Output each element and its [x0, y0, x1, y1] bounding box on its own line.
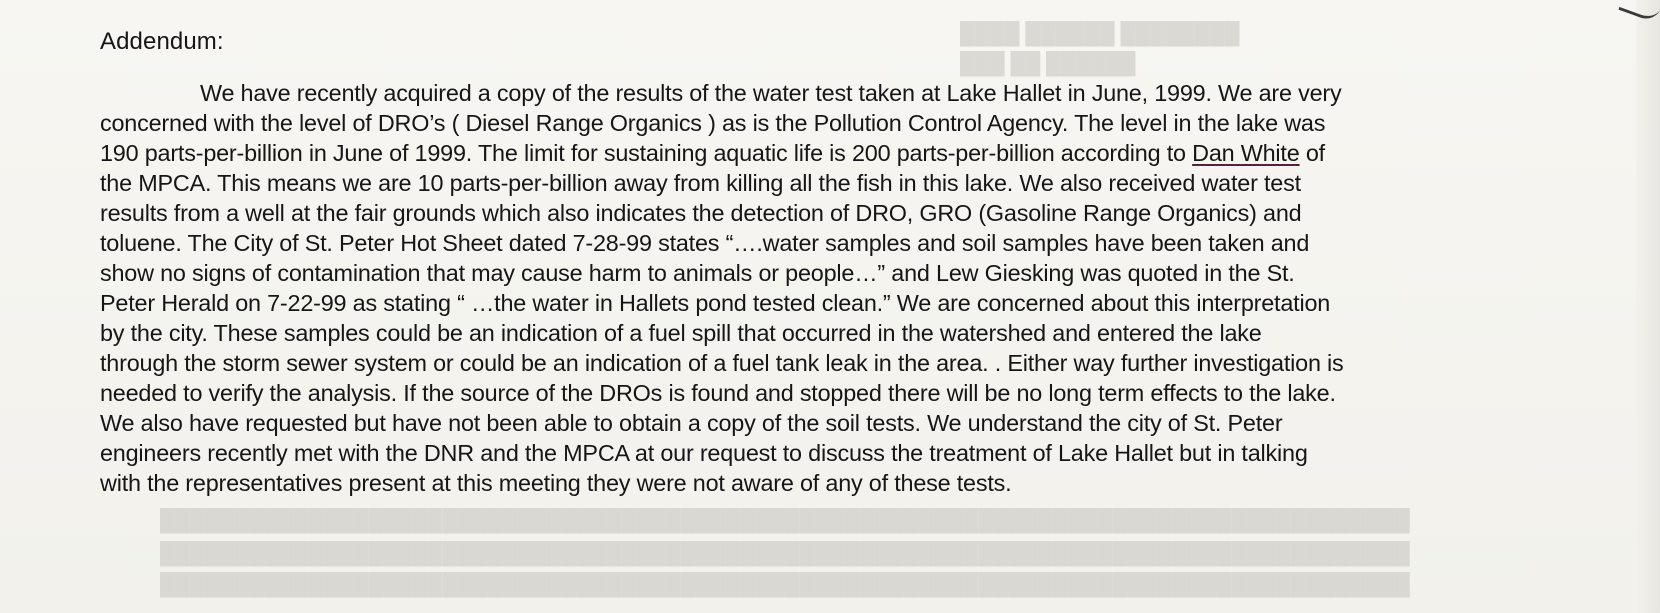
paragraph-line: with the representatives present at this meeting they were not aware of any of these tests.: [100, 470, 1012, 496]
paragraph-line: toluene. The City of St. Peter Hot Sheet dated 7-28-99 states “….water samples and soil samples have been taken and: [100, 230, 1310, 256]
paragraph-line: engineers recently met with the DNR and the MPCA at our request to discuss the treatment of Lake Hallet but in talking: [100, 440, 1308, 466]
paragraph-line: needed to verify the analysis. If the source of the DROs is found and stopped there will be no long term effects to the lake.: [100, 380, 1336, 406]
paragraph-line: by the city. These samples could be an indication of a fuel spill that occurred in the watershed and entered the lake: [100, 320, 1262, 346]
paragraph-line: 190 parts-per-billion in June of 1999. The limit for sustaining aquatic life is 200 parts-per-billion according to Dan White of: [100, 140, 1325, 166]
paragraph-line: the MPCA. This means we are 10 parts-per-billion away from killing all the fish in this lake. We also received water test: [100, 170, 1301, 196]
page-margin-shadow: [1636, 0, 1660, 613]
paragraph-line: concerned with the level of DRO’s ( Diesel Range Organics ) as is the Pollution Control Agency. The level in the lake was: [100, 110, 1326, 136]
bleed-through-text: ███ ██ ██████: [960, 52, 1136, 75]
paragraph-line: We have recently acquired a copy of the results of the water test taken at Lake Hallet in June, 1999. We are very: [200, 80, 1342, 106]
bleed-through-text: ████ ██████ ████████: [960, 22, 1240, 45]
bleed-through-text: ████████████████████████████████████████████████████████████████████████████████████: [160, 573, 1410, 596]
addendum-heading: Addendum:: [100, 28, 224, 55]
paragraph-line: through the storm sewer system or could be an indication of a fuel tank leak in the area. . Either way further investigation is: [100, 350, 1344, 376]
paragraph-line: results from a well at the fair grounds which also indicates the detection of DRO, GRO (Gasoline Range Organics) and: [100, 200, 1302, 226]
underlined-name: Dan White: [1192, 140, 1300, 166]
paragraph-line: Peter Herald on 7-22-99 as stating “ …the water in Hallets pond tested clean.” We are concerned about this interpretation: [100, 290, 1331, 316]
addendum-paragraph: [100, 78, 1520, 498]
paragraph-line: show no signs of contamination that may cause harm to animals or people…” and Lew Giesking was quoted in the St.: [100, 260, 1295, 286]
paragraph-line: We also have requested but have not been able to obtain a copy of the soil tests. We understand the city of St. Peter: [100, 410, 1283, 436]
bleed-through-text: ████████████████████████████████████████████████████████████████████████████████████: [160, 542, 1410, 565]
bleed-through-text: ████████████████████████████████████████████████████████████████████████████████████: [160, 509, 1410, 532]
